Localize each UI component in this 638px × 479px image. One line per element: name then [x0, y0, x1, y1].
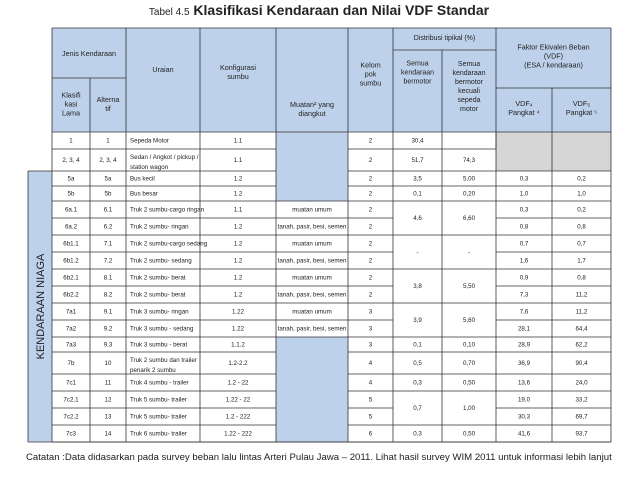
cell-uraian: Sepeda Motor [130, 137, 169, 145]
cell-kecuali-merged: - [467, 249, 471, 256]
cell-vdf5: 90,4 [575, 360, 588, 367]
cell-uraian: Truk 2 sumbu dan trailer [130, 357, 197, 364]
vdf-grey-fill [496, 132, 611, 171]
cell-semua: 3,5 [413, 175, 422, 183]
cell-semua: 0,1 [413, 341, 422, 349]
cell-konfigurasi: 1.22 - 22 [225, 396, 251, 404]
side-label: KENDARAAN NIAGA [35, 253, 47, 360]
cell-konfigurasi: 1.2 [233, 240, 243, 248]
cell-klasifikasi: 1 [69, 137, 73, 145]
cell-kecuali: 0,20 [462, 190, 476, 198]
cell-konfigurasi: 1.1.2 [231, 341, 245, 349]
cell-konfigurasi: 1.2 [233, 291, 243, 299]
cell-kelompok: 2 [368, 223, 373, 231]
cell-muatan: tanah, pasir, besi, semen [277, 291, 347, 299]
cell-vdf4: 28,9 [517, 341, 531, 349]
cell-konfigurasi: 1.2-2.2 [228, 360, 248, 367]
cell-vdf4: 0,7 [519, 240, 529, 248]
cell-konfigurasi: 1.2 - 22 [227, 379, 249, 387]
table-number: Tabel 4.5 [148, 7, 190, 18]
header-alternatif: tif [105, 104, 111, 114]
header-faktor: (ESA / kendaraan) [524, 60, 583, 70]
header-konfigurasi: sumbu [227, 72, 249, 82]
cell-kelompok: 2 [368, 291, 373, 299]
cell-uraian: Truk 4 sumbu - trailer [130, 379, 189, 387]
header-semua-kecuali: sepeda [457, 96, 481, 104]
header-semua: Semua [406, 60, 429, 68]
cell-konfigurasi: 1.2 [233, 274, 243, 282]
cell-semua-merged: 3,8 [413, 283, 422, 290]
cell-klasifikasi: 7a1 [65, 308, 77, 316]
muatan-fill-bottom [276, 337, 348, 442]
cell-uraian: station wagon [130, 164, 169, 171]
cell-uraian: Truk 2 sumbu- sedang [130, 257, 192, 265]
cell-kelompok: 2 [368, 157, 373, 164]
cell-semua: 51,7 [411, 157, 424, 164]
cell-kelompok: 3 [368, 325, 373, 333]
cell-vdf4: 41,6 [517, 430, 531, 438]
header-kelompok: Kelom [360, 60, 381, 70]
cell-klasifikasi: 7c1 [66, 379, 76, 387]
cell-vdf5: 0,8 [577, 223, 586, 231]
cell-kelompok: 2 [368, 190, 373, 198]
cell-vdf5: 62,2 [575, 341, 588, 349]
cell-vdf5: 0,8 [577, 274, 586, 282]
header-kelompok: sumbu [359, 78, 382, 88]
cell-vdf5: 24,0 [575, 379, 588, 387]
header-alternatif: Alterna [96, 95, 120, 105]
cell-klasifikasi: 6b1.1 [63, 240, 79, 248]
header-faktor: Faktor Ekivalen Beban [517, 42, 590, 52]
cell-uraian: Truk 6 sumbu- trailer [130, 430, 187, 438]
cell-kecuali: 0,50 [462, 379, 476, 387]
cell-kelompok: 2 [368, 175, 373, 183]
cell-alternatif: 2, 3, 4 [99, 157, 117, 164]
cell-konfigurasi: 1.22 [231, 325, 245, 333]
cell-klasifikasi: 6a.1 [64, 206, 78, 214]
cell-klasifikasi: 7a2 [65, 325, 77, 333]
cell-semua-merged: - [416, 249, 419, 256]
table-title-text: Klasifikasi Kendaraan dan Nilai VDF Standar [193, 2, 490, 18]
cell-kecuali-merged: 5,60 [462, 317, 476, 324]
cell-klasifikasi: 7c2.2 [63, 413, 79, 421]
cell-uraian: Truk 5 sumbu- trailer [130, 413, 187, 421]
cell-uraian: Truk 2 sumbu- berat [130, 274, 186, 282]
header-klasifikasi: Klasifi [61, 90, 81, 100]
cell-vdf4: 7,6 [519, 308, 529, 316]
cell-kelompok: 5 [368, 413, 373, 421]
cell-konfigurasi: 1.1 [233, 157, 243, 164]
cell-konfigurasi: 1.2 [233, 175, 243, 183]
cell-klasifikasi: 6b2.2 [63, 291, 79, 299]
cell-muatan: muatan umum [292, 274, 332, 282]
cell-kelompok: 4 [368, 360, 373, 367]
cell-kelompok: 3 [368, 341, 373, 349]
cell-uraian: Truk 3 sumbu - sedang [130, 325, 194, 333]
cell-alternatif: 14 [104, 430, 112, 438]
cell-muatan: tanah, pasir, besi, semen [277, 257, 347, 265]
cell-alternatif: 5b [104, 190, 112, 198]
cell-alternatif: 6.1 [103, 206, 113, 214]
cell-uraian: Bus besar [130, 190, 158, 198]
cell-klasifikasi: 7a3 [65, 341, 77, 349]
cell-uraian: Truk 2 sumbu- ringan [130, 223, 189, 231]
cell-vdf5: 64,4 [575, 325, 588, 333]
cell-semua: 0,5 [413, 360, 422, 367]
header-distribusi: Distribusi tipikal (%) [413, 35, 476, 42]
cell-vdf4: 0,8 [519, 223, 529, 231]
cell-semua-merged: 0,7 [413, 405, 422, 412]
cell-kelompok: 2 [368, 137, 373, 145]
cell-kecuali: 74,3 [462, 157, 476, 164]
cell-semua-merged: 3,9 [413, 317, 422, 324]
cell-klasifikasi: 5a [67, 175, 75, 183]
header-vdf4: VDF₄ [515, 99, 533, 109]
header-semua-kecuali: bermotor [454, 78, 484, 86]
cell-vdf4: 0,3 [519, 175, 529, 183]
muatan-fill-top [276, 132, 348, 201]
cell-semua-merged: 4,6 [413, 215, 422, 222]
cell-klasifikasi: 5b [67, 190, 75, 198]
cell-alternatif: 8.1 [103, 274, 113, 282]
cell-vdf4: 30,3 [517, 413, 531, 421]
cell-vdf4: 1,0 [519, 190, 529, 198]
cell-vdf4: 1,6 [519, 257, 529, 265]
cell-kecuali: 5,00 [462, 175, 476, 183]
cell-klasifikasi: 6b2.1 [63, 274, 79, 282]
header-vdf5: Pangkat ⁵ [565, 108, 598, 118]
cell-kecuali-merged: 1,00 [462, 405, 476, 412]
cell-alternatif: 8.2 [103, 291, 113, 299]
cell-klasifikasi: 7c2.1 [63, 396, 79, 404]
cell-kelompok: 2 [368, 257, 373, 265]
cell-vdf5: 93,7 [575, 430, 588, 438]
cell-kecuali: 0,10 [462, 341, 476, 349]
cell-alternatif: 7.1 [103, 240, 113, 248]
header-semua-kecuali: motor [460, 105, 478, 113]
cell-semua: 0,3 [413, 430, 422, 438]
cell-vdf5: 11,2 [575, 308, 588, 316]
cell-vdf5: 0,2 [577, 206, 586, 214]
cell-uraian: Truk 5 sumbu- trailer [130, 396, 187, 404]
cell-semua: 0,1 [413, 190, 422, 198]
cell-vdf4: 0,3 [519, 206, 529, 214]
header-muatan: Muatan² yang [290, 100, 334, 110]
cell-uraian: Truk 3 sumbu - berat [130, 341, 188, 349]
cell-vdf5: 11,2 [575, 291, 588, 299]
cell-kelompok: 6 [368, 430, 373, 438]
header-semua-kecuali: Semua [457, 60, 481, 68]
cell-vdf4: 7,3 [519, 291, 529, 299]
cell-kecuali: 0,70 [462, 360, 476, 367]
cell-vdf5: 0,7 [577, 240, 586, 248]
cell-vdf5: 33,2 [575, 396, 588, 404]
cell-uraian: Truk 2 sumbu- berat [130, 291, 186, 299]
cell-uraian: Sedan / Angkot / pickup / [130, 154, 199, 161]
cell-kecuali-merged: 5,50 [462, 283, 476, 290]
cell-kecuali-merged: 6,60 [462, 215, 476, 222]
header-semua-kecuali: kendaraan [452, 69, 486, 77]
cell-uraian: Truk 2 sumbu-cargo sedang [130, 240, 208, 248]
cell-alternatif: 9.3 [103, 341, 113, 349]
cell-muatan: tanah, pasir, besi, semen [277, 223, 347, 231]
cell-alternatif: 12 [104, 396, 112, 404]
header-jenis: Jenis Kendaraan [62, 49, 116, 58]
cell-vdf5: 1,0 [577, 190, 586, 198]
cell-klasifikasi: 7b [67, 360, 75, 367]
cell-alternatif: 9.2 [103, 325, 113, 333]
cell-vdf4: 19,0 [517, 396, 531, 404]
cell-alternatif: 5a [104, 175, 112, 183]
cell-alternatif: 13 [104, 413, 112, 421]
header-semua: kendaraan [400, 69, 435, 77]
cell-uraian: penarik 2 sumbu [130, 367, 176, 374]
cell-klasifikasi: 2, 3, 4 [62, 157, 80, 164]
header-vdf5: VDF₅ [572, 99, 591, 109]
table-note: Catatan :Data didasarkan pada survey beban lalu lintas Arteri Pulau Jawa – 2011. Lihat hasil survey WIM 2011 untuk informasi lebih lanjut [26, 452, 612, 463]
cell-muatan: muatan umum [292, 308, 332, 316]
header-faktor: (VDF) [543, 51, 564, 61]
cell-muatan: muatan umum [292, 240, 332, 248]
cell-kelompok: 5 [368, 396, 373, 404]
cell-vdf5: 1,7 [577, 257, 586, 265]
cell-vdf4: 36,9 [517, 360, 531, 367]
cell-alternatif: 11 [104, 379, 112, 387]
cell-kelompok: 2 [368, 206, 373, 214]
cell-vdf4: 0,9 [519, 274, 529, 282]
header-semua: bermotor [403, 78, 432, 86]
cell-kelompok: 2 [368, 240, 373, 248]
header-klasifikasi: Lama [62, 108, 80, 118]
cell-uraian: Bus kecil [130, 175, 155, 183]
cell-kecuali: 0,50 [462, 430, 476, 438]
header-semua-kecuali: kecuali [458, 87, 480, 95]
header-uraian: Uraian [152, 65, 174, 74]
cell-kelompok: 3 [368, 308, 373, 316]
cell-vdf4: 28,1 [517, 325, 531, 333]
cell-alternatif: 1 [106, 137, 110, 145]
cell-vdf5: 0,2 [577, 175, 586, 183]
cell-muatan: tanah, pasir, besi, semen [277, 325, 347, 333]
header-konfigurasi: Konfigurasi [220, 63, 256, 73]
cell-alternatif: 7.2 [103, 257, 113, 265]
header-kelompok: pok [364, 69, 377, 79]
cell-konfigurasi: 1.1 [233, 206, 243, 214]
cell-klasifikasi: 6b1.2 [63, 257, 79, 265]
cell-konfigurasi: 1.2 - 222 [225, 413, 251, 421]
cell-konfigurasi: 1.2 [233, 190, 243, 198]
cell-semua: 0,3 [413, 379, 422, 387]
cell-konfigurasi: 1.22 [231, 308, 245, 316]
cell-vdf4: 13,6 [517, 379, 531, 387]
cell-muatan: muatan umum [292, 206, 332, 214]
cell-alternatif: 9.1 [103, 308, 113, 316]
header-vdf4: Pangkat ⁴ [508, 108, 540, 118]
header-muatan: diangkut [298, 109, 326, 119]
cell-semua: 30,4 [411, 137, 424, 145]
header-klasifikasi: kasi [64, 99, 78, 109]
cell-uraian: Truk 3 sumbu- ringan [130, 308, 189, 316]
cell-uraian: Truk 2 sumbu-cargo ringan [130, 206, 205, 214]
cell-konfigurasi: 1.1 [233, 137, 243, 145]
cell-konfigurasi: 1.22 - 222 [224, 430, 252, 438]
cell-konfigurasi: 1.2 [233, 257, 243, 265]
cell-kelompok: 2 [368, 274, 373, 282]
cell-konfigurasi: 1.2 [233, 223, 243, 231]
cell-klasifikasi: 7c3 [66, 430, 76, 438]
cell-vdf5: 69,7 [575, 413, 588, 421]
cell-klasifikasi: 6a.2 [64, 223, 78, 231]
cell-alternatif: 6.2 [103, 223, 113, 231]
cell-kelompok: 4 [368, 379, 373, 387]
cell-alternatif: 10 [104, 360, 112, 367]
